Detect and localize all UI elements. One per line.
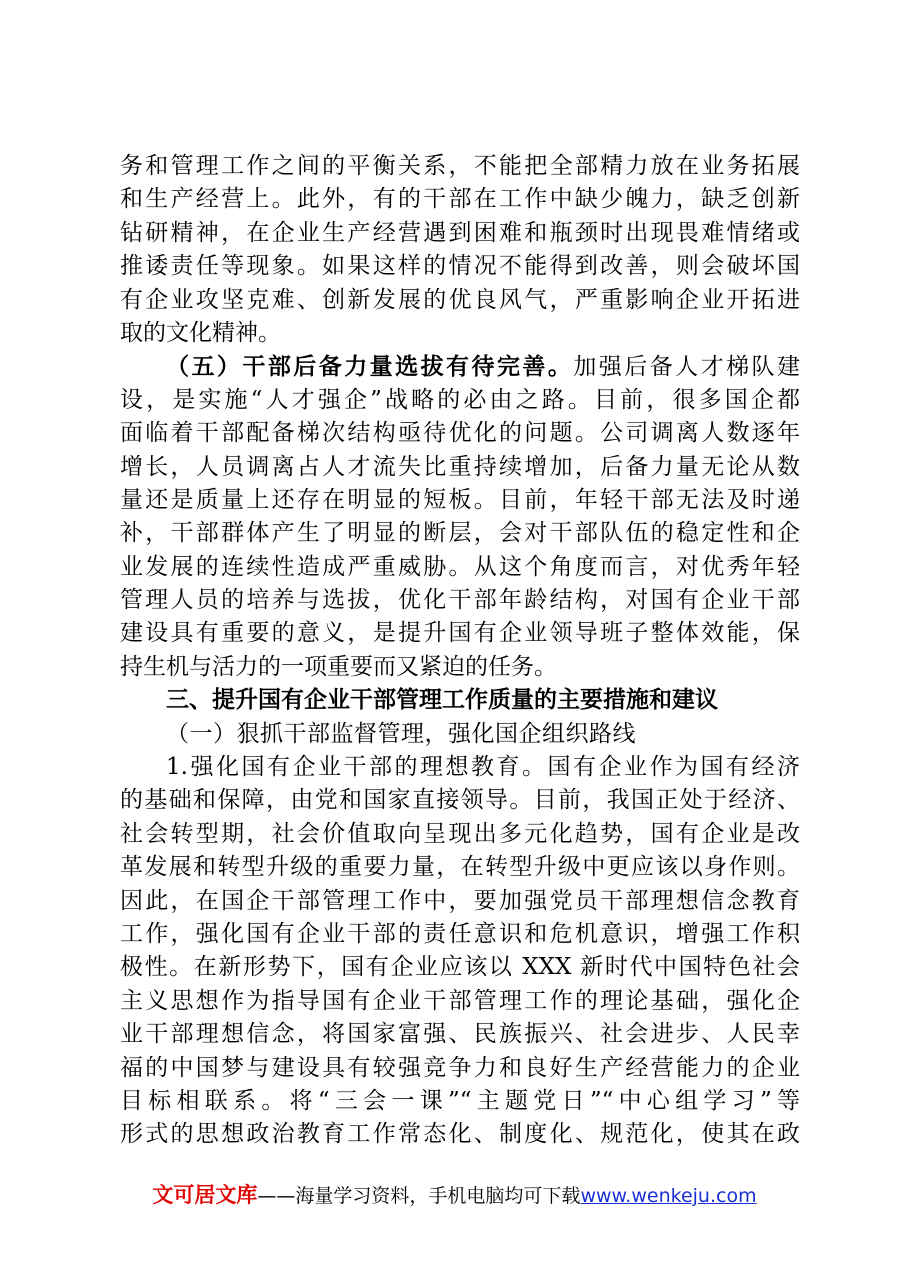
paragraph-line: 社会转型期，社会价值取向呈现出多元化趋势，国有企业是改 [120, 820, 800, 847]
section-heading: 三、提升国有企业干部管理工作质量的主要措施和建议 [166, 687, 718, 714]
paragraph-line: 补，干部群体产生了明显的断层，会对干部队伍的稳定性和企 [120, 520, 800, 547]
section-five-lead: （五）干部后备力量选拔有待完善。 [166, 353, 574, 381]
paragraph-line: 1.强化国有企业干部的理想教育。国有企业作为国有经济 [166, 754, 800, 781]
footer-tagline: ——海量学习资料，手机电脑均可下载 [257, 1185, 581, 1207]
footer-brand: 文可居文库 [152, 1183, 258, 1207]
document-body [120, 150, 800, 1152]
paragraph-line: 务和管理工作之间的平衡关系，不能把全部精力放在业务拓展 [120, 153, 800, 179]
paragraph-line: 业发展的连续性造成严重威胁。从这个角度而言，对优秀年轻 [120, 553, 800, 580]
footer-banner [0, 1180, 909, 1211]
paragraph-line: 钻研精神，在企业生产经营遇到困难和瓶颈时出现畏难情绪或 [120, 219, 800, 246]
paragraph-line: 业干部理想信念，将国家富强、民族振兴、社会进步、人民幸 [120, 1021, 800, 1048]
paragraph-line: 目标相联系。将“三会一课”“主题党日”“中心组学习”等 [120, 1087, 800, 1114]
paragraph-line: 管理人员的培养与选拔，优化干部年龄结构，对国有企业干部 [120, 587, 800, 614]
paragraph-line: 的基础和保障，由党和国家直接领导。目前，我国正处于经济、 [120, 787, 800, 814]
paragraph-line: 取的文化精神。 [120, 319, 281, 346]
paragraph-line: 推诿责任等现象。如果这样的情况不能得到改善，则会破坏国 [120, 253, 800, 280]
paragraph-line: 工作，强化国有企业干部的责任意识和危机意识，增强工作积 [120, 920, 800, 947]
paragraph-line: 建设具有重要的意义，是提升国有企业领导班子整体效能，保 [120, 620, 800, 647]
paragraph-line: 和生产经营上。此外，有的干部在工作中缺少魄力，缺乏创新 [120, 186, 800, 213]
paragraph-line: 面临着干部配备梯次结构亟待优化的问题。公司调离人数逐年 [120, 420, 800, 447]
paragraph-line: 有企业攻坚克难、创新发展的优良风气，严重影响企业开拓进 [120, 286, 800, 313]
paragraph-line: 设，是实施“人才强企”战略的必由之路。目前，很多国企都 [120, 386, 800, 413]
section-five-first-line [120, 350, 800, 383]
paragraph-line: 形式的思想政治教育工作常态化、制度化、规范化，使其在政 [120, 1121, 800, 1148]
paragraph-line: 极性。在新形势下，国有企业应该以 XXX 新时代中国特色社会 [120, 954, 800, 981]
paragraph-line: 量还是质量上还存在明显的短板。目前，年轻干部无法及时递 [120, 486, 800, 513]
section-five-first-rest: 加强后备人才梯队建 [573, 354, 800, 381]
paragraph-line: 增长，人员调离占人才流失比重持续增加，后备力量无论从数 [120, 453, 800, 480]
paragraph-line: 因此，在国企干部管理工作中，要加强党员干部理想信念教育 [120, 887, 800, 914]
footer-site-link[interactable]: www.wenkeju.com [580, 1185, 757, 1207]
section-subheading: （一）狠抓干部监督管理，强化国企组织路线 [166, 720, 636, 747]
paragraph-line: 持生机与活力的一项重要而又紧迫的任务。 [120, 653, 557, 680]
paragraph-line: 革发展和转型升级的重要力量，在转型升级中更应该以身作则。 [120, 854, 800, 881]
paragraph-line: 福的中国梦与建设具有较强竞争力和良好生产经营能力的企业 [120, 1054, 800, 1081]
paragraph-line: 主义思想作为指导国有企业干部管理工作的理论基础，强化企 [120, 987, 800, 1014]
